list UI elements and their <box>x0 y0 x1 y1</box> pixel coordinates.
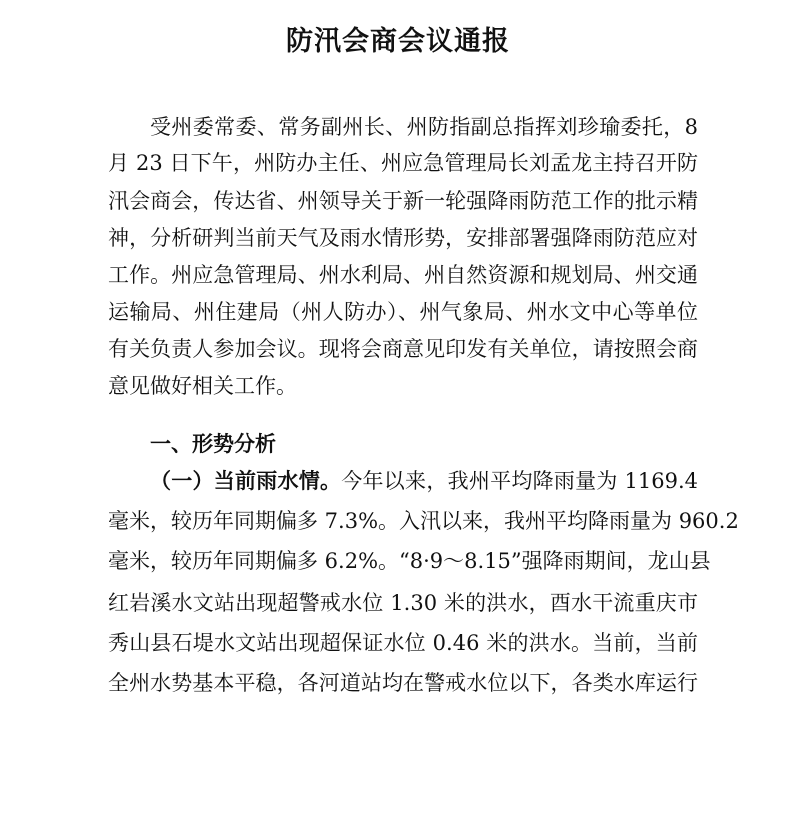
paragraph-line: 秀山县石堤水文站出现超保证水位 0.46 米的洪水。当前，当前 <box>108 631 698 655</box>
paragraph-line: 有关负责人参加会议。现将会商意见印发有关单位，请按照会商 <box>108 337 698 361</box>
paragraph-line: 神，分析研判当前天气及雨水情形势，安排部署强降雨防范应对 <box>108 226 698 250</box>
subsection-first-line-text: 今年以来，我州平均降雨量为 1169.4 <box>341 469 699 493</box>
paragraph-line: 意见做好相关工作。 <box>108 374 297 398</box>
paragraph-line: 毫米，较历年同期偏多 6.2%。“8·9～8.15”强降雨期间，龙山县 <box>108 549 711 573</box>
section-heading: 一、形势分析 <box>150 431 276 456</box>
paragraph-line: 受州委常委、常务副州长、州防指副总指挥刘珍瑜委托，8 <box>150 115 698 139</box>
subsection-heading: （一）当前雨水情。 <box>150 468 342 493</box>
document-title: 防汛会商会议通报 <box>286 26 510 57</box>
subsection-first-line <box>150 463 698 499</box>
paragraph-line: 运输局、州住建局（州人防办）、州气象局、州水文中心等单位 <box>108 300 698 324</box>
paragraph-line: 毫米，较历年同期偏多 7.3%。入汛以来，我州平均降雨量为 960.2 <box>108 509 739 533</box>
paragraph-line: 红岩溪水文站出现超警戒水位 1.30 米的洪水，酉水干流重庆市 <box>108 591 698 615</box>
paragraph-line: 月 23 日下午，州防办主任、州应急管理局长刘孟龙主持召开防 <box>108 151 698 175</box>
paragraph-line: 工作。州应急管理局、州水利局、州自然资源和规划局、州交通 <box>108 263 698 287</box>
paragraph-line: 全州水势基本平稳，各河道站均在警戒水位以下，各类水库运行 <box>108 671 698 695</box>
paragraph-line: 汛会商会，传达省、州领导关于新一轮强降雨防范工作的批示精 <box>108 189 698 213</box>
